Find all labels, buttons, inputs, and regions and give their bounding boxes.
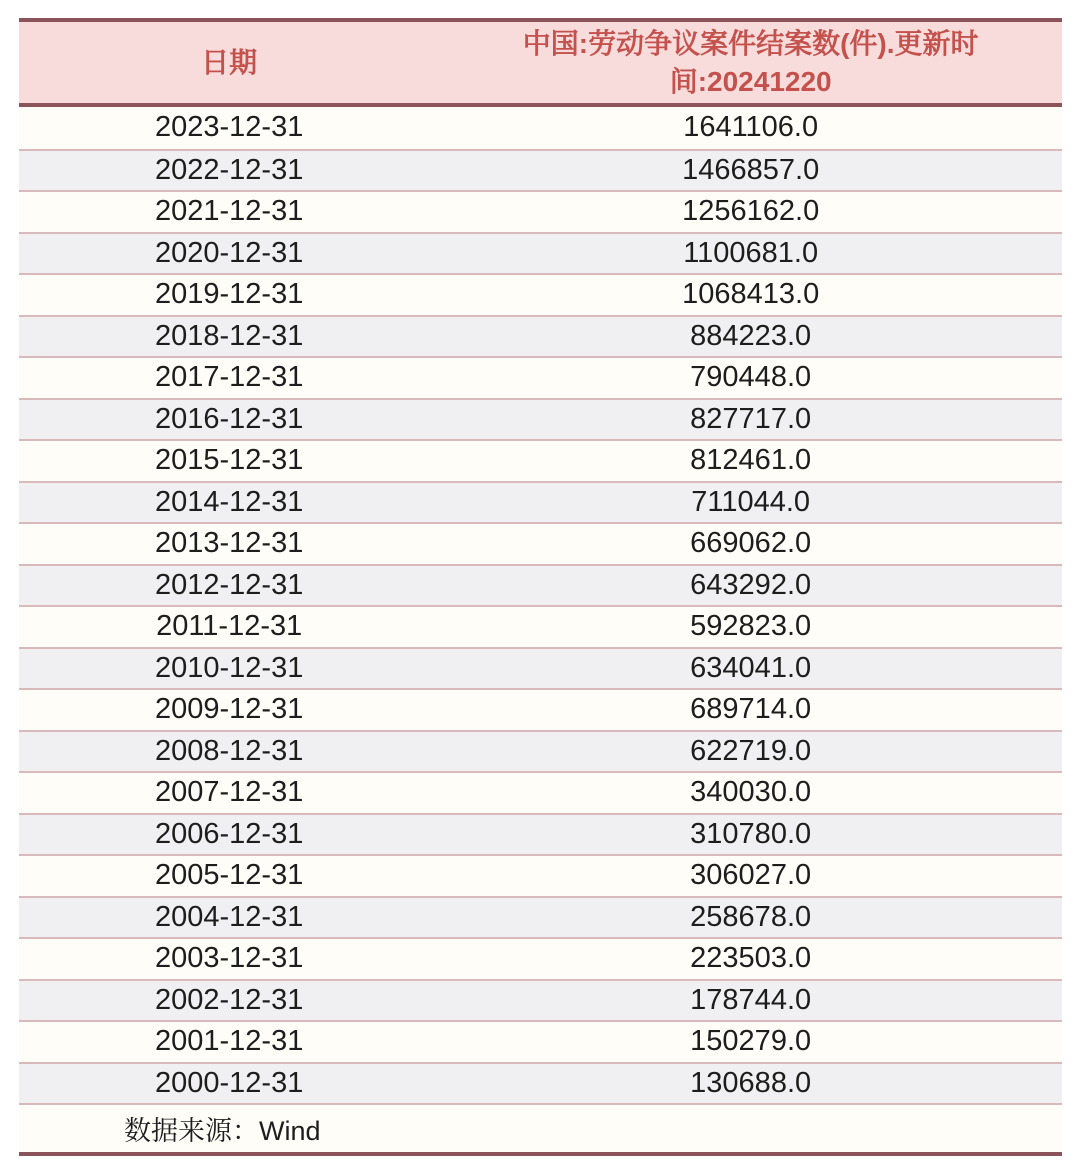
- table-row: [19, 1020, 1062, 1062]
- header-value-column: [439, 22, 1062, 103]
- table-row: [19, 481, 1062, 523]
- value-cell: 130688.0: [690, 1066, 812, 1099]
- table-row: [19, 522, 1062, 564]
- value-cell: 622719.0: [690, 734, 812, 767]
- date-cell: 2010-12-31: [154, 651, 304, 684]
- value-cell: 178744.0: [690, 983, 812, 1016]
- table-row: [19, 149, 1062, 191]
- date-cell: 2018-12-31: [154, 319, 304, 352]
- value-cell: 689714.0: [690, 693, 812, 726]
- value-cell: 310780.0: [690, 817, 812, 850]
- header-value-label-line2: 间:20241220: [669, 65, 832, 97]
- value-cell: 258678.0: [690, 900, 812, 933]
- value-cell: 150279.0: [690, 1025, 812, 1058]
- table-row: [19, 605, 1062, 647]
- date-cell: 2020-12-31: [154, 236, 304, 269]
- data-source-label: 数据来源：Wind: [124, 1116, 321, 1146]
- value-cell: 711044.0: [691, 485, 811, 518]
- date-cell: 2022-12-31: [154, 153, 304, 186]
- value-cell: 643292.0: [690, 568, 812, 601]
- date-cell: 2003-12-31: [154, 942, 304, 975]
- value-cell: 340030.0: [690, 776, 812, 809]
- value-cell: 1641106.0: [683, 111, 819, 144]
- table-row: [19, 854, 1062, 896]
- header-date-label: 日期: [201, 46, 258, 78]
- date-cell: 2008-12-31: [154, 734, 304, 767]
- date-cell: 2000-12-31: [154, 1066, 304, 1099]
- value-cell: 812461.0: [690, 444, 812, 477]
- table-row: [19, 688, 1062, 730]
- date-cell: 2016-12-31: [154, 402, 304, 435]
- date-cell: 2019-12-31: [154, 278, 304, 311]
- table-row: [19, 107, 1062, 149]
- date-cell: 2012-12-31: [154, 568, 304, 601]
- table-row: [19, 232, 1062, 274]
- value-cell: 223503.0: [690, 942, 812, 975]
- table-row: [19, 1062, 1062, 1104]
- date-cell: 2013-12-31: [154, 527, 304, 560]
- date-cell: 2002-12-31: [154, 983, 304, 1016]
- value-cell: 634041.0: [690, 651, 812, 684]
- value-cell: 790448.0: [690, 361, 812, 394]
- date-cell: 2004-12-31: [154, 900, 304, 933]
- value-cell: 669062.0: [690, 527, 812, 560]
- value-cell: 306027.0: [690, 859, 812, 892]
- table-row: [19, 647, 1062, 689]
- value-cell: 1100681.0: [683, 236, 819, 269]
- value-cell: 1256162.0: [682, 195, 820, 228]
- data-table: [19, 18, 1062, 1156]
- table-footer: [19, 1103, 1062, 1156]
- table-row: [19, 315, 1062, 357]
- table-row: [19, 896, 1062, 938]
- date-cell: 2005-12-31: [154, 859, 304, 892]
- header-value-label-line1: 中国:劳动争议案件结案数(件).更新时: [522, 27, 979, 59]
- date-cell: 2015-12-31: [154, 444, 304, 477]
- date-cell: 2011-12-31: [156, 610, 303, 643]
- table-row: [19, 937, 1062, 979]
- value-cell: 592823.0: [690, 610, 812, 643]
- date-cell: 2023-12-31: [154, 111, 304, 144]
- date-cell: 2017-12-31: [154, 361, 304, 394]
- value-cell: 884223.0: [690, 319, 812, 352]
- value-cell: 1068413.0: [682, 278, 820, 311]
- date-cell: 2007-12-31: [154, 776, 304, 809]
- value-cell: 1466857.0: [682, 153, 820, 186]
- table-header-row: [19, 18, 1062, 107]
- table-row: [19, 273, 1062, 315]
- date-cell: 2014-12-31: [154, 485, 304, 518]
- table-row: [19, 771, 1062, 813]
- table-row: [19, 564, 1062, 606]
- table-row: [19, 439, 1062, 481]
- date-cell: 2001-12-31: [154, 1025, 304, 1058]
- table-row: [19, 190, 1062, 232]
- table-body: [19, 107, 1062, 1103]
- header-date-column: [19, 22, 439, 103]
- table-row: [19, 979, 1062, 1021]
- date-cell: 2006-12-31: [154, 817, 304, 850]
- value-cell: 827717.0: [690, 402, 812, 435]
- table-row: [19, 398, 1062, 440]
- table-row: [19, 356, 1062, 398]
- date-cell: 2021-12-31: [154, 195, 304, 228]
- table-row: [19, 813, 1062, 855]
- table-row: [19, 730, 1062, 772]
- date-cell: 2009-12-31: [154, 693, 304, 726]
